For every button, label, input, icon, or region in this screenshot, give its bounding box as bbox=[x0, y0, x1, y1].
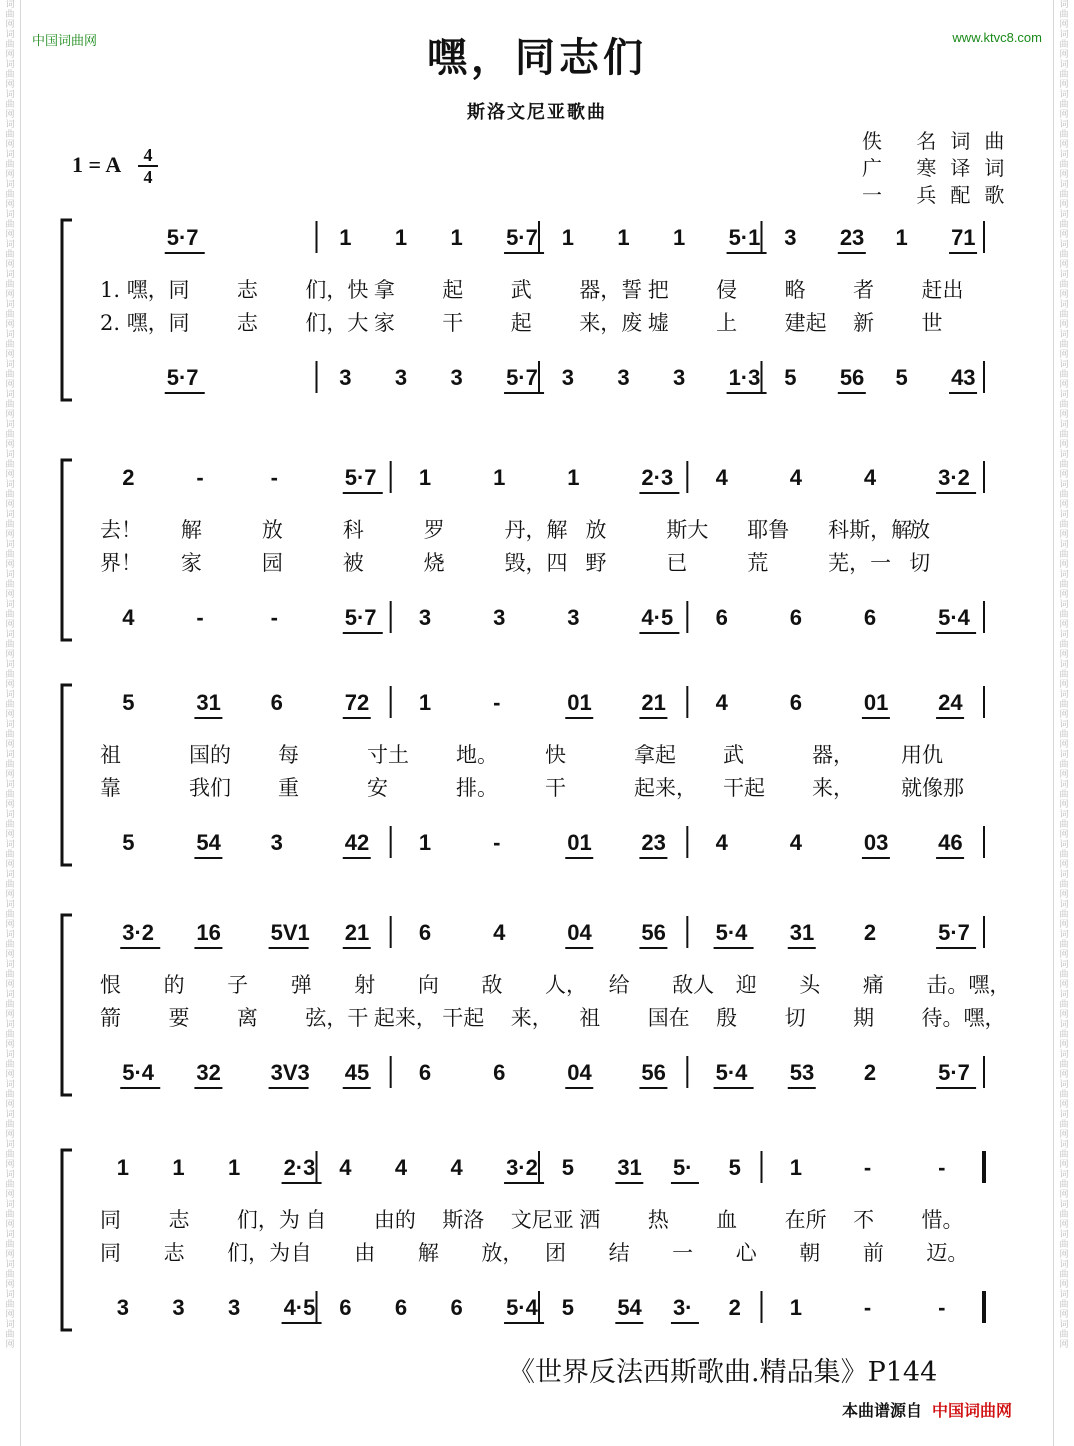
note-token: 5 bbox=[122, 830, 135, 855]
note-token: 2·3 bbox=[283, 1155, 316, 1180]
lyric-verse-2: 切 bbox=[784, 1006, 806, 1030]
lyric-verse-1: 自 bbox=[305, 1208, 327, 1232]
lyric-verse-1: 不 bbox=[853, 1208, 875, 1232]
lyric-verse-1: 志 bbox=[168, 1208, 190, 1232]
note-token: 3 bbox=[493, 605, 506, 630]
lyric-verse-1: 敌 bbox=[481, 973, 503, 997]
note-token: 3 bbox=[227, 1295, 241, 1320]
note-token: 5·7 bbox=[506, 225, 538, 250]
lyric-verse-1: 弹 bbox=[290, 973, 312, 997]
lyric-verse-1: 科斯，解 bbox=[828, 518, 913, 542]
song-title: 嘿，同志们 bbox=[427, 35, 647, 81]
lyric-verse-1: 把 bbox=[647, 278, 669, 302]
note-token: 4 bbox=[493, 920, 506, 945]
note-token: 31 bbox=[196, 690, 221, 715]
note-token: 32 bbox=[196, 1060, 221, 1085]
lyric-verse-1: 用仇 bbox=[901, 743, 943, 767]
lyric-verse-2: 就像那 bbox=[901, 776, 964, 800]
note-token: 6 bbox=[715, 605, 728, 630]
lyric-verse-1: 拿起 bbox=[634, 743, 676, 767]
note-token: 4 bbox=[450, 1155, 463, 1180]
note-token: 4·5 bbox=[641, 605, 674, 630]
lyric-verse-1: 武 bbox=[723, 743, 744, 767]
note-token: 5·7 bbox=[344, 465, 377, 490]
note-token: 1·3 bbox=[728, 365, 761, 390]
note-token: 3 bbox=[418, 605, 432, 630]
note-token: 5·4 bbox=[715, 1060, 748, 1085]
lyric-verse-2: 排。 bbox=[456, 776, 498, 800]
note-token: 03 bbox=[863, 830, 889, 855]
lyric-verse-2: 起 bbox=[510, 311, 532, 335]
note-token: 6 bbox=[863, 605, 877, 630]
note-token: 5 bbox=[784, 365, 797, 390]
key-signature: 1 = A bbox=[72, 152, 122, 177]
note-token: 3 bbox=[784, 225, 797, 250]
note-token: 6 bbox=[418, 1060, 432, 1085]
lyric-verse-1: 射 bbox=[354, 973, 376, 997]
note-token: 72 bbox=[344, 690, 370, 715]
note-token: 5·7 bbox=[166, 225, 199, 250]
lyric-verse-2: 野 bbox=[585, 551, 607, 575]
note-token: 3 bbox=[394, 365, 408, 390]
lyric-verse-2: 志 bbox=[163, 1241, 185, 1265]
system-bracket bbox=[62, 685, 72, 865]
lyric-verse-2: 烧 bbox=[423, 551, 445, 575]
lyric-verse-2: 界！ bbox=[100, 551, 142, 575]
lyric-verse-2: 园 bbox=[261, 551, 283, 575]
note-token: 2 bbox=[863, 920, 877, 945]
lyric-verse-2: 荒 bbox=[747, 551, 769, 575]
footer-source bbox=[842, 1398, 1012, 1421]
note-token: 4 bbox=[789, 465, 802, 490]
note-token: 2 bbox=[728, 1295, 741, 1320]
note-token: 3 bbox=[339, 365, 352, 390]
lyric-verse-2: 世 bbox=[921, 311, 943, 335]
note-token: 3 bbox=[450, 365, 463, 390]
lyric-verse-1: 1. 嘿， bbox=[100, 278, 169, 302]
lyric-verse-1: 痛 bbox=[862, 973, 884, 997]
note-token: 5·7 bbox=[166, 365, 199, 390]
note-token: - bbox=[270, 605, 278, 630]
lyric-verse-2: 干起 bbox=[442, 1006, 485, 1030]
note-token: 5 bbox=[122, 690, 135, 715]
lyric-verse-2: 同 bbox=[100, 1241, 121, 1265]
note-token: 5·4 bbox=[122, 1060, 155, 1085]
note-token: - bbox=[493, 830, 501, 855]
note-token: 4 bbox=[122, 605, 135, 630]
lyric-verse-2: 由 bbox=[354, 1241, 376, 1265]
note-token: 4 bbox=[715, 690, 728, 715]
lyric-verse-2: 同 bbox=[168, 311, 190, 335]
note-token: - bbox=[493, 690, 501, 715]
lyric-verse-1: 国的 bbox=[189, 743, 231, 767]
note-token: 1 bbox=[789, 1155, 802, 1180]
note-token: 4 bbox=[394, 1155, 408, 1180]
lyric-verse-1: 击。嘿， bbox=[926, 973, 1011, 997]
footer-site-link[interactable]: 中国词曲网 bbox=[932, 1401, 1013, 1420]
note-token: 1 bbox=[450, 225, 463, 250]
note-token: 4 bbox=[789, 830, 802, 855]
note-token: 3 bbox=[270, 830, 283, 855]
credit-translation: 广 寒译词 bbox=[862, 156, 1019, 180]
note-token: 2 bbox=[863, 1060, 877, 1085]
note-token: 6 bbox=[394, 1295, 408, 1320]
note-token: 1 bbox=[567, 465, 580, 490]
note-token: 46 bbox=[938, 830, 963, 855]
lyric-verse-2: 一 bbox=[672, 1241, 694, 1265]
footer-note: 本曲谱源自 bbox=[842, 1401, 923, 1420]
note-token: - bbox=[196, 605, 204, 630]
lyric-verse-1: 们，为 bbox=[236, 1208, 300, 1232]
note-token: - bbox=[863, 1295, 872, 1320]
note-token: 1 bbox=[493, 465, 506, 490]
note-token: 53 bbox=[789, 1060, 815, 1085]
lyric-verse-1: 志 bbox=[236, 278, 258, 302]
note-token: 1 bbox=[617, 225, 630, 250]
lyric-verse-2: 放， bbox=[481, 1241, 524, 1265]
lyric-verse-2: 重 bbox=[278, 776, 299, 800]
note-token: 4 bbox=[339, 1155, 352, 1180]
lyric-verse-2: 祖 bbox=[579, 1006, 601, 1030]
note-token: - bbox=[938, 1155, 946, 1180]
note-token: 3 bbox=[172, 1295, 185, 1320]
lyric-verse-2: 芜，一 bbox=[828, 551, 892, 575]
lyric-verse-1: 武 bbox=[510, 278, 532, 302]
lyric-verse-2: 2. 嘿， bbox=[100, 311, 169, 335]
note-token: 3 bbox=[116, 1295, 129, 1320]
system-bracket bbox=[62, 220, 72, 400]
note-token: 1 bbox=[116, 1155, 129, 1180]
note-token: 1 bbox=[672, 225, 686, 250]
note-token: 1 bbox=[172, 1155, 185, 1180]
lyric-verse-1: 略 bbox=[784, 278, 806, 302]
note-token: 5·7 bbox=[938, 1060, 970, 1085]
lyric-verse-2: 建起 bbox=[784, 311, 827, 335]
source-citation: 《世界反法西斯歌曲.精品集》P144 bbox=[508, 1357, 938, 1388]
note-token: 3 bbox=[672, 365, 686, 390]
lyric-verse-2: 期 bbox=[853, 1006, 875, 1030]
lyric-verse-2: 结 bbox=[608, 1241, 630, 1265]
lyric-verse-2: 们，大 bbox=[305, 311, 369, 335]
lyric-verse-2: 上 bbox=[716, 311, 738, 335]
note-token: 21 bbox=[344, 920, 370, 945]
site-url-top-right[interactable]: www.ktvc8.com bbox=[952, 30, 1042, 45]
lyric-verse-1: 祖 bbox=[100, 743, 121, 767]
note-token: 5·7 bbox=[344, 605, 377, 630]
note-token: 71 bbox=[951, 225, 976, 250]
lyric-verse-1: 放 bbox=[261, 518, 283, 542]
lyric-verse-2: 家 bbox=[180, 551, 202, 575]
system-bracket bbox=[62, 915, 72, 1095]
note-token: - bbox=[196, 465, 204, 490]
lyric-verse-1: 地。 bbox=[456, 743, 498, 767]
lyric-verse-1: 子 bbox=[227, 973, 249, 997]
lyric-verse-1: 敌人 bbox=[672, 973, 715, 997]
note-token: 1 bbox=[418, 690, 432, 715]
lyric-verse-1: 热 bbox=[647, 1208, 669, 1232]
note-token: 56 bbox=[839, 365, 865, 390]
note-token: 45 bbox=[344, 1060, 370, 1085]
lyric-verse-1: 洒 bbox=[579, 1208, 601, 1232]
note-token: 5· bbox=[672, 1155, 693, 1180]
note-token: 5 bbox=[895, 365, 908, 390]
lyric-verse-2: 切 bbox=[909, 551, 931, 575]
lyric-verse-1: 拿 bbox=[373, 278, 395, 302]
note-token: 1 bbox=[394, 225, 408, 250]
lyric-verse-2: 家 bbox=[373, 311, 395, 335]
note-token: 1 bbox=[895, 225, 908, 250]
note-token: 1 bbox=[561, 225, 574, 250]
note-token: - bbox=[270, 465, 278, 490]
lyric-verse-1: 丹，解 bbox=[504, 518, 568, 542]
note-token: 31 bbox=[617, 1155, 642, 1180]
lyric-verse-2: 待。嘿， bbox=[921, 1006, 1006, 1030]
note-token: 56 bbox=[641, 1060, 666, 1085]
lyric-verse-1: 给 bbox=[608, 973, 630, 997]
note-token: 3·2 bbox=[938, 465, 970, 490]
lyric-verse-2: 起来， bbox=[373, 1006, 437, 1030]
note-token: 42 bbox=[344, 830, 370, 855]
lyric-verse-1: 解 bbox=[180, 518, 202, 542]
lyric-verse-2: 起来， bbox=[634, 776, 697, 800]
lyric-verse-2: 团 bbox=[545, 1241, 566, 1265]
note-token: 3 bbox=[567, 605, 580, 630]
note-token: 3·2 bbox=[122, 920, 155, 945]
watermark-strip-left: 词曲网词曲网词曲网词曲网词曲网词曲网词曲网词曲网词曲网词曲网词曲网词曲网词曲网词曲网词曲网词曲网词曲网词曲网词曲网词曲网词曲网词曲网词曲网词曲网词曲网词曲网词曲网词曲网词曲网词曲网词曲网词曲网词曲网词曲网词曲网词曲网词曲网词曲网词曲网词曲网词曲网词曲网词曲网词曲网词曲网 bbox=[5, 0, 15, 1350]
note-token: 5·7 bbox=[938, 920, 970, 945]
lyric-verse-2: 毁，四 bbox=[504, 551, 568, 575]
lyric-verse-1: 惜。 bbox=[921, 1208, 964, 1232]
lyric-verse-2: 殷 bbox=[716, 1006, 738, 1030]
note-token: 3·2 bbox=[506, 1155, 538, 1180]
note-token: - bbox=[938, 1295, 946, 1320]
note-token: 43 bbox=[951, 365, 976, 390]
note-token: 3· bbox=[672, 1295, 693, 1320]
lyric-verse-1: 科 bbox=[342, 518, 364, 542]
lyric-verse-2: 们，为 bbox=[227, 1241, 291, 1265]
note-token: 3 bbox=[617, 365, 630, 390]
note-token: 23 bbox=[641, 830, 666, 855]
note-token: 54 bbox=[196, 830, 221, 855]
lyric-verse-1: 罗 bbox=[423, 518, 445, 542]
system-bracket bbox=[62, 460, 72, 640]
lyric-verse-1: 人， bbox=[545, 973, 587, 997]
note-token: 3 bbox=[561, 365, 574, 390]
lyric-verse-2: 志 bbox=[236, 311, 258, 335]
note-token: 5V1 bbox=[270, 920, 310, 945]
lyric-verse-1: 血 bbox=[716, 1208, 738, 1232]
lyric-verse-1: 快 bbox=[545, 743, 566, 767]
note-token: 04 bbox=[567, 920, 592, 945]
note-token: 5·7 bbox=[506, 365, 538, 390]
lyric-verse-2: 要 bbox=[168, 1006, 190, 1030]
lyric-verse-1: 的 bbox=[163, 973, 185, 997]
lyric-verse-1: 放 bbox=[585, 518, 607, 542]
lyric-verse-2: 朝 bbox=[799, 1241, 821, 1265]
note-token: 6 bbox=[270, 690, 283, 715]
lyric-verse-1: 同 bbox=[100, 1208, 121, 1232]
lyric-verse-1: 文尼亚 bbox=[510, 1208, 574, 1232]
note-token: 5·4 bbox=[715, 920, 748, 945]
lyric-verse-1: 起 bbox=[442, 278, 464, 302]
note-token: 01 bbox=[567, 690, 592, 715]
lyric-verse-2: 墟 bbox=[647, 311, 669, 335]
credit-arrangement: 一 兵配歌 bbox=[862, 183, 1019, 207]
song-subtitle: 斯洛文尼亚歌曲 bbox=[467, 102, 607, 123]
note-token: 1 bbox=[227, 1155, 241, 1180]
time-signature-top: 4 bbox=[143, 145, 153, 165]
lyric-verse-1: 头 bbox=[799, 973, 821, 997]
lyric-verse-2: 来， bbox=[812, 776, 854, 800]
lyric-verse-2: 离 bbox=[236, 1006, 258, 1030]
note-token: 6 bbox=[418, 920, 432, 945]
lyric-verse-2: 被 bbox=[342, 551, 364, 575]
lyric-verse-1: 们，快 bbox=[305, 278, 369, 302]
lyric-verse-2: 靠 bbox=[100, 776, 121, 800]
lyric-verse-2: 来，废 bbox=[579, 311, 643, 335]
lyric-verse-1: 器，誓 bbox=[579, 278, 643, 302]
note-token: 5·1 bbox=[728, 225, 761, 250]
note-token: 1 bbox=[339, 225, 352, 250]
watermark-strip-right: 词曲网词曲网词曲网词曲网词曲网词曲网词曲网词曲网词曲网词曲网词曲网词曲网词曲网词曲网词曲网词曲网词曲网词曲网词曲网词曲网词曲网词曲网词曲网词曲网词曲网词曲网词曲网词曲网词曲网词曲网词曲网词曲网词曲网词曲网词曲网词曲网词曲网词曲网词曲网词曲网词曲网词曲网词曲网词曲网词曲网 bbox=[1059, 0, 1069, 1350]
note-token: 6 bbox=[339, 1295, 352, 1320]
note-token: 1 bbox=[418, 465, 432, 490]
lyric-verse-1: 器， bbox=[812, 743, 854, 767]
lyric-verse-1: 迎 bbox=[735, 973, 757, 997]
note-token: 31 bbox=[789, 920, 815, 945]
credit-lyrics-music: 佚 名词曲 bbox=[862, 129, 1019, 153]
note-token: 5 bbox=[561, 1155, 574, 1180]
lyric-verse-1: 每 bbox=[278, 743, 299, 767]
note-token: 6 bbox=[493, 1060, 506, 1085]
lyric-verse-1: 恨 bbox=[100, 973, 121, 997]
note-token: 5 bbox=[561, 1295, 574, 1320]
lyric-verse-2: 前 bbox=[862, 1241, 884, 1265]
lyric-verse-1: 斯洛 bbox=[442, 1208, 485, 1232]
lyric-verse-2: 自 bbox=[290, 1241, 312, 1265]
note-token: 2·3 bbox=[641, 465, 674, 490]
lyric-verse-1: 赶出 bbox=[921, 278, 964, 302]
note-token: 4·5 bbox=[283, 1295, 316, 1320]
note-token: 23 bbox=[839, 225, 865, 250]
lyric-verse-2: 解 bbox=[417, 1241, 439, 1265]
note-token: 4 bbox=[863, 465, 877, 490]
note-token: 5 bbox=[728, 1155, 741, 1180]
note-token: 6 bbox=[789, 690, 802, 715]
lyric-verse-1: 斯大 bbox=[666, 518, 709, 542]
lyric-verse-1: 同 bbox=[168, 278, 190, 302]
lyric-verse-2: 干 bbox=[442, 311, 464, 335]
lyric-verse-2: 干 bbox=[545, 776, 566, 800]
time-signature-bottom: 4 bbox=[143, 167, 153, 187]
lyric-verse-2: 安 bbox=[367, 776, 388, 800]
note-token: 3V3 bbox=[270, 1060, 310, 1085]
site-name-top-left[interactable]: 中国词曲网 bbox=[32, 34, 98, 49]
lyric-verse-2: 心 bbox=[735, 1241, 757, 1265]
note-token: 01 bbox=[863, 690, 889, 715]
note-token: 5·4 bbox=[938, 605, 970, 630]
lyric-verse-1: 寸土 bbox=[367, 743, 409, 767]
lyric-verse-1: 侵 bbox=[716, 278, 738, 302]
note-token: 6 bbox=[450, 1295, 463, 1320]
note-token: - bbox=[863, 1155, 872, 1180]
lyric-verse-1: 在所 bbox=[784, 1208, 827, 1232]
lyric-verse-1: 由的 bbox=[373, 1208, 416, 1232]
note-token: 54 bbox=[617, 1295, 642, 1320]
lyric-verse-1: 放 bbox=[909, 518, 931, 542]
lyric-verse-1: 去！ bbox=[100, 518, 142, 542]
note-token: 1 bbox=[789, 1295, 802, 1320]
system-bracket bbox=[62, 1150, 72, 1330]
lyric-verse-2: 箭 bbox=[100, 1006, 121, 1030]
note-token: 04 bbox=[567, 1060, 592, 1085]
lyric-verse-1: 向 bbox=[417, 973, 439, 997]
lyric-verse-2: 来， bbox=[510, 1006, 553, 1030]
note-token: 2 bbox=[122, 465, 135, 490]
lyric-verse-2: 我们 bbox=[189, 776, 231, 800]
lyric-verse-2: 国在 bbox=[647, 1006, 690, 1030]
note-token: 1 bbox=[418, 830, 432, 855]
lyric-verse-2: 迈。 bbox=[926, 1241, 969, 1265]
note-token: 24 bbox=[938, 690, 963, 715]
note-token: 5·4 bbox=[506, 1295, 538, 1320]
note-token: 16 bbox=[196, 920, 221, 945]
lyric-verse-1: 耶鲁 bbox=[747, 518, 790, 542]
note-token: 56 bbox=[641, 920, 666, 945]
lyric-verse-1: 者 bbox=[853, 278, 875, 302]
note-token: 21 bbox=[641, 690, 666, 715]
note-token: 4 bbox=[715, 465, 728, 490]
lyric-verse-2: 已 bbox=[666, 551, 688, 575]
note-token: 4 bbox=[715, 830, 728, 855]
note-token: 6 bbox=[789, 605, 802, 630]
note-token: 01 bbox=[567, 830, 592, 855]
lyric-verse-2: 弦，干 bbox=[305, 1006, 369, 1030]
lyric-verse-2: 新 bbox=[853, 311, 875, 335]
lyric-verse-2: 干起 bbox=[723, 776, 765, 800]
